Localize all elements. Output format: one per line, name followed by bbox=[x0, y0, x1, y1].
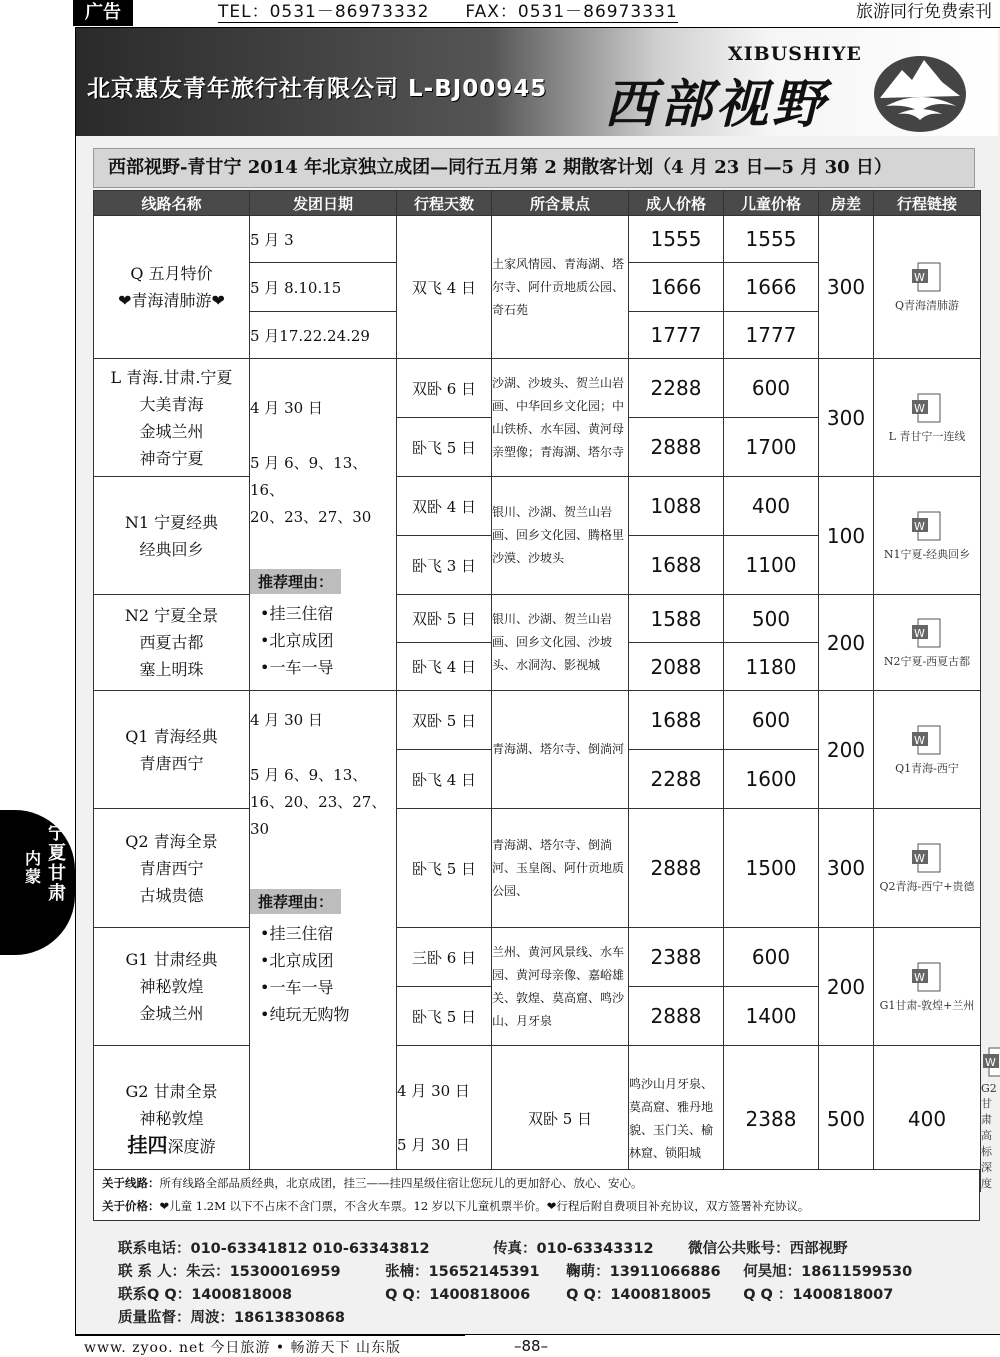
adult-price: 2288 bbox=[629, 750, 724, 809]
sights-cell: 银川、沙湖、贺兰山岩画、回乡文化园、腾格里沙漠、沙坡头 bbox=[492, 477, 629, 595]
date-cell: 5 月 3 bbox=[250, 216, 397, 263]
svg-text:W: W bbox=[914, 970, 925, 984]
room-diff: 200 bbox=[819, 928, 874, 1046]
col-room-diff: 房差 bbox=[819, 191, 874, 216]
notes-route-text: 所有线路全部品质经典，北京成团，挂三——挂四星级住宿让您玩儿的更加舒心、放心、安心。 bbox=[159, 1176, 643, 1190]
sights-cell: 沙湖、沙坡头、贺兰山岩画、中华回乡文化园；中山铁桥、水车园、黄河母亲塑像；青海湖、塔尔寺 bbox=[492, 359, 629, 477]
reason-list: •挂三住宿 •北京成团 •一车一导 •纯玩无购物 bbox=[260, 924, 350, 1024]
itinerary-table bbox=[93, 190, 997, 1192]
table-row bbox=[94, 595, 981, 643]
ad-label: 广告 bbox=[73, 0, 133, 26]
contact-person: 何昊旭：18611599530 bbox=[743, 1264, 913, 1280]
table-row bbox=[94, 477, 981, 536]
route-l: L 青海.甘肃.宁夏 大美青海 金城兰州 神奇宁夏 bbox=[94, 359, 250, 477]
child-price: 1400 bbox=[724, 987, 819, 1046]
days-cell: 双卧 5 日 bbox=[492, 1046, 629, 1192]
adult-price: 2388 bbox=[629, 928, 724, 987]
date-cell: 4 月 30 日 5 月 30 日 bbox=[397, 1046, 492, 1192]
room-diff: 200 bbox=[819, 595, 874, 691]
child-price: 1555 bbox=[724, 216, 819, 263]
child-price: 600 bbox=[724, 928, 819, 987]
sights-cell: 兰州、黄河风景线、水车园、黄河母亲像、嘉峪雄关、敦煌、莫高窟、鸣沙山、月牙泉 bbox=[492, 928, 629, 1046]
child-price: 500 bbox=[819, 1046, 874, 1192]
route-n2: N2 宁夏全景 西夏古都 塞上明珠 bbox=[94, 595, 250, 691]
reason-label: 推荐理由： bbox=[250, 569, 341, 594]
reason-list: •挂三住宿 •北京成团 •一车一导 bbox=[260, 604, 334, 677]
word-document-icon bbox=[910, 617, 944, 649]
itinerary-link[interactable]: W Q1青海-西宁 bbox=[874, 691, 981, 809]
adult-price: 2288 bbox=[629, 359, 724, 418]
adult-price: 1088 bbox=[629, 477, 724, 536]
group2-dates: 4 月 30 日 5 月 6、9、13、 16、20、23、27、 30 推荐理由： •挂三住宿 •北京成团 •一车一导 •纯玩无购物 bbox=[250, 691, 397, 1192]
notes-price-text: ❤儿童 1.2M 以下不占床不含门票，不含火车票。12 岁以下儿童机票半价。❤行程后附自费项目补充协议，双方签署补充协议。 bbox=[159, 1199, 810, 1213]
table-row bbox=[94, 809, 981, 928]
contact-qq: Q Q ：1400818007 bbox=[743, 1287, 894, 1303]
svg-text:W: W bbox=[914, 519, 925, 533]
table-row bbox=[94, 928, 981, 987]
adult-price: 1688 bbox=[629, 691, 724, 750]
room-diff: 400 bbox=[874, 1046, 981, 1192]
days-cell: 双飞 4 日 bbox=[397, 216, 492, 359]
top-contact: TEL：0531－86973332 FAX：0531－86973331 bbox=[218, 2, 678, 22]
contact-qq: Q Q：1400818006 bbox=[385, 1287, 531, 1303]
brand-english: XIBUSHIYE bbox=[728, 43, 862, 65]
route-q: Q 五月特价 ❤青海清肺游❤ bbox=[94, 216, 250, 359]
word-document-icon bbox=[910, 510, 944, 542]
svg-text:W: W bbox=[914, 626, 925, 640]
child-price: 1180 bbox=[724, 643, 819, 691]
sights-cell: 银川、沙湖、贺兰山岩画、回乡文化园、沙坡头、水洞沟、影视城 bbox=[492, 595, 629, 691]
word-document-icon bbox=[910, 961, 944, 993]
child-price: 500 bbox=[724, 595, 819, 643]
contact-person: 联 系 人：朱云：15300016959 bbox=[118, 1264, 341, 1280]
child-price: 600 bbox=[724, 359, 819, 418]
days-cell: 双卧 6 日 bbox=[397, 359, 492, 418]
svg-text:W: W bbox=[914, 852, 925, 865]
days-cell: 卧飞 4 日 bbox=[397, 750, 492, 809]
reason-label: 推荐理由： bbox=[250, 889, 341, 914]
sights-cell: 土家风情园、青海湖、塔尔寺、阿什贡地质公园、奇石苑 bbox=[492, 216, 629, 359]
table-row bbox=[94, 216, 981, 263]
route-q1: Q1 青海经典 青唐西宁 bbox=[94, 691, 250, 809]
table-row: G2 甘肃全景 神秘敦煌 挂四深度游 4 月 30 日 5 月 30 日 双卧 5 日 鸣沙山月牙泉、莫高窟、雅丹地貌、玉门关、榆林窟、锁阳城 2388 500 400 W G2甘肃高标深度 bbox=[94, 1046, 981, 1192]
child-price: 600 bbox=[724, 691, 819, 750]
group1-dates: 4 月 30 日 5 月 6、9、13、16、 20、23、27、30 推荐理由： •挂三住宿 •北京成团 •一车一导 bbox=[250, 359, 397, 691]
svg-text:W: W bbox=[914, 271, 925, 284]
adult-price: 2388 bbox=[724, 1046, 819, 1192]
notes-route-label: 关于线路： bbox=[102, 1176, 160, 1190]
route-g2: G2 甘肃全景 神秘敦煌 挂四深度游 bbox=[94, 1046, 250, 1192]
days-cell: 双卧 4 日 bbox=[397, 477, 492, 536]
date-cell: 5 月 8.10.15 bbox=[250, 263, 397, 312]
contact-qq: 联系Q Q：1400818008 bbox=[118, 1287, 293, 1303]
days-cell: 三卧 6 日 bbox=[397, 928, 492, 987]
room-diff: 100 bbox=[819, 477, 874, 595]
company-name: 北京惠友青年旅行社有限公司 L-BJ00945 bbox=[87, 76, 548, 102]
col-days: 行程天数 bbox=[397, 191, 492, 216]
notes-price-label: 关于价格： bbox=[102, 1199, 160, 1213]
notes-box bbox=[93, 1169, 980, 1221]
word-document-icon bbox=[910, 724, 944, 756]
room-diff: 300 bbox=[819, 359, 874, 477]
adult-price: 1555 bbox=[629, 216, 724, 263]
footer-underline bbox=[75, 1335, 465, 1336]
child-price: 1666 bbox=[724, 263, 819, 312]
adult-price: 1777 bbox=[629, 312, 724, 359]
days-cell: 卧飞 4 日 bbox=[397, 643, 492, 691]
col-child-price: 儿童价格 bbox=[724, 191, 819, 216]
region-tab bbox=[0, 810, 75, 955]
room-diff: 300 bbox=[819, 216, 874, 359]
contact-supervise: 质量监督：周波：18613830868 bbox=[118, 1310, 345, 1326]
region-tab-line2: 内蒙 bbox=[24, 849, 41, 886]
adult-price: 2888 bbox=[629, 987, 724, 1046]
plan-title: 西部视野-青甘宁 2014 年北京独立成团—同行五月第 2 期散客计划（4 月 23 日—5 月 30 日） bbox=[93, 148, 975, 188]
contact-block bbox=[118, 1238, 912, 1330]
mountain-logo-icon bbox=[872, 48, 968, 134]
table-header bbox=[94, 191, 981, 216]
region-tab-line1: 宁夏甘肃 bbox=[48, 823, 66, 904]
adult-price: 2888 bbox=[629, 809, 724, 928]
date-cell: 5 月17.22.24.29 bbox=[250, 312, 397, 359]
index-title: 旅游同行免费索刊 bbox=[856, 2, 992, 22]
sights-cell: 青海湖、塔尔寺、倒淌河、玉皇阁、阿什贡地质公园、 bbox=[492, 809, 629, 928]
col-route: 线路名称 bbox=[94, 191, 250, 216]
sights-cell: 青海湖、塔尔寺、倒淌河 bbox=[492, 691, 629, 809]
word-document-icon bbox=[910, 392, 944, 424]
col-adult-price: 成人价格 bbox=[629, 191, 724, 216]
contact-fax: 传真：010-63343312 bbox=[493, 1241, 654, 1257]
days-cell: 双卧 5 日 bbox=[397, 595, 492, 643]
word-document-icon bbox=[910, 261, 944, 293]
top-bar bbox=[0, 0, 1000, 26]
contact-phone: 联系电话：010-63341812 010-63343812 bbox=[118, 1241, 430, 1257]
adult-price: 2888 bbox=[629, 418, 724, 477]
contact-person: 鞠萌：13911066886 bbox=[566, 1264, 721, 1280]
room-diff: 300 bbox=[819, 809, 874, 928]
route-q2: Q2 青海全景 青唐西宁 古城贵德 bbox=[94, 809, 250, 928]
table-row bbox=[94, 359, 981, 418]
adult-price: 1688 bbox=[629, 536, 724, 595]
child-price: 1700 bbox=[724, 418, 819, 477]
brand-chinese: 西部视野 bbox=[604, 74, 829, 135]
col-sights: 所含景点 bbox=[492, 191, 629, 216]
adult-price: 2088 bbox=[629, 643, 724, 691]
col-link: 行程链接 bbox=[874, 191, 981, 216]
days-cell: 卧飞 5 日 bbox=[397, 987, 492, 1046]
child-price: 1600 bbox=[724, 750, 819, 809]
itinerary-link[interactable]: W Q青海清肺游 bbox=[874, 216, 981, 359]
days-cell: 卧飞 5 日 bbox=[397, 418, 492, 477]
sights-cell: 鸣沙山月牙泉、莫高窟、雅丹地貌、玉门关、榆林窟、锁阳城 bbox=[629, 1046, 724, 1192]
child-price: 1500 bbox=[724, 809, 819, 928]
contact-wechat: 微信公共账号：西部视野 bbox=[688, 1241, 848, 1257]
svg-text:W: W bbox=[914, 733, 925, 747]
footer-text: www. zyoo. net 今日旅游 • 畅游天下 山东版 bbox=[84, 1340, 401, 1356]
child-price: 400 bbox=[724, 477, 819, 536]
page-number: –88– bbox=[514, 1337, 549, 1355]
days-cell: 双卧 5 日 bbox=[397, 691, 492, 750]
route-n1: N1 宁夏经典 经典回乡 bbox=[94, 477, 250, 595]
route-g1: G1 甘肃经典 神秘敦煌 金城兰州 bbox=[94, 928, 250, 1046]
itinerary-link[interactable]: W L 青甘宁一连线 bbox=[874, 359, 981, 477]
adult-price: 1588 bbox=[629, 595, 724, 643]
word-document-icon bbox=[910, 842, 944, 874]
child-price: 1777 bbox=[724, 312, 819, 359]
word-document-icon bbox=[981, 1046, 1000, 1078]
svg-text:W: W bbox=[914, 401, 925, 415]
itinerary-link[interactable]: W G1甘肃-敦煌+兰州 bbox=[874, 928, 981, 1046]
svg-text:W: W bbox=[985, 1056, 996, 1069]
days-cell: 卧飞 3 日 bbox=[397, 536, 492, 595]
adult-price: 1666 bbox=[629, 263, 724, 312]
table-row bbox=[94, 691, 981, 750]
itinerary-link[interactable]: W Q2青海-西宁+贵德 bbox=[874, 809, 981, 928]
col-date: 发团日期 bbox=[250, 191, 397, 216]
room-diff: 200 bbox=[819, 691, 874, 809]
itinerary-link[interactable]: W N1宁夏-经典回乡 bbox=[874, 477, 981, 595]
days-cell: 卧飞 5 日 bbox=[397, 809, 492, 928]
contact-person: 张楠：15652145391 bbox=[385, 1264, 540, 1280]
contact-qq: Q Q：1400818005 bbox=[566, 1287, 712, 1303]
child-price: 1100 bbox=[724, 536, 819, 595]
itinerary-link[interactable]: W N2宁夏-西夏古都 bbox=[874, 595, 981, 691]
